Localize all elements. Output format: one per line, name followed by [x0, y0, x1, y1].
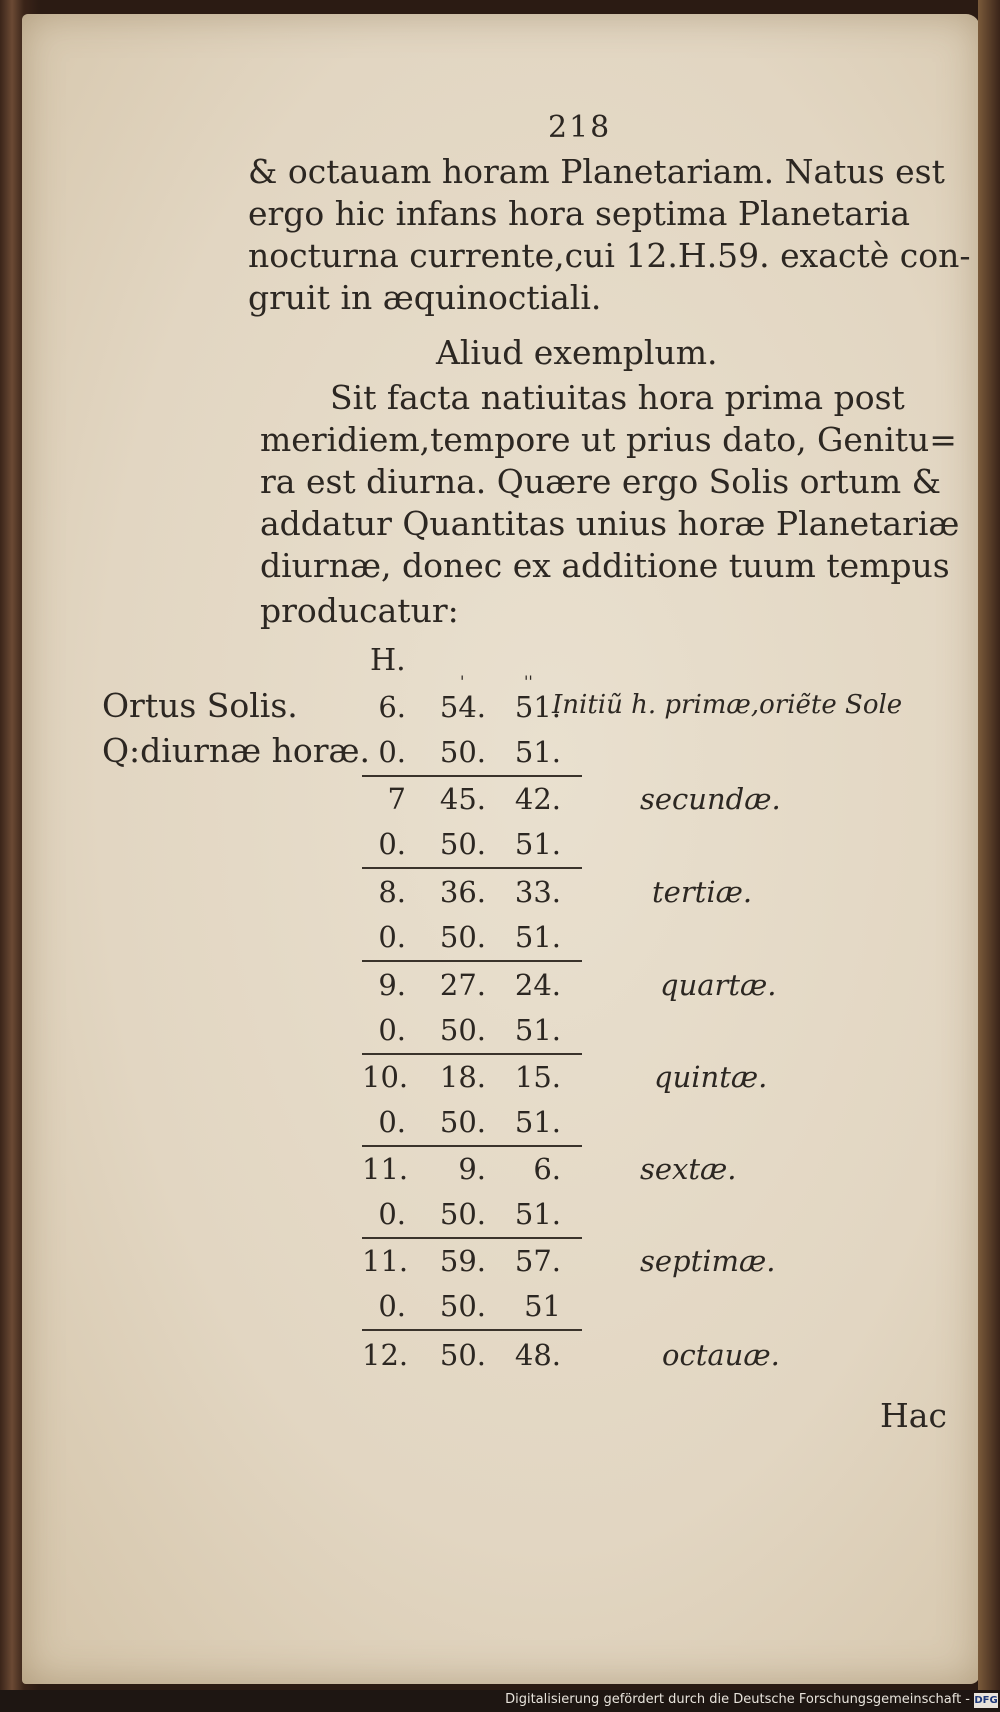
- minutes-value: 36.: [439, 875, 486, 909]
- text-line: Sit facta natiuitas hora prima post: [330, 378, 905, 417]
- sum-rule: [362, 1237, 582, 1239]
- minutes-value: 50.: [439, 827, 486, 861]
- minute-mark: ': [460, 672, 465, 691]
- sum-rule: [362, 1145, 582, 1147]
- sum-rule: [362, 867, 582, 869]
- hour-note: Initiũ h. primæ,oriẽte Sole: [552, 690, 903, 720]
- hour-note: octauæ.: [662, 1338, 780, 1372]
- seconds-value: 15.: [514, 1060, 561, 1094]
- seconds-value: 6.: [533, 1152, 561, 1186]
- minutes-value: 50.: [439, 1338, 486, 1372]
- hours-value: 0.: [378, 920, 406, 954]
- text-line: ergo hic infans hora septima Planetaria: [248, 194, 911, 233]
- hour-column-header: H.: [370, 643, 406, 678]
- hours-value: 0.: [378, 735, 406, 769]
- dfg-logo: DFG: [974, 1695, 998, 1706]
- seconds-value: 51.: [514, 827, 561, 861]
- minutes-value: 9.: [458, 1152, 486, 1186]
- hours-value: 0.: [378, 1105, 406, 1139]
- hours-value: 0.: [378, 1289, 406, 1323]
- second-mark: '': [524, 672, 533, 691]
- hour-note: quartæ.: [660, 968, 777, 1002]
- minutes-value: 27.: [439, 968, 486, 1002]
- minutes-value: 50.: [439, 1197, 486, 1231]
- hours-value: 9.: [378, 968, 406, 1002]
- seconds-value: 51: [524, 1289, 561, 1323]
- hours-value: 11.: [362, 1244, 409, 1278]
- text-line: ra est diurna. Quære ergo Solis ortum &: [260, 462, 941, 501]
- hours-value: 0.: [378, 1013, 406, 1047]
- minutes-value: 50.: [439, 1105, 486, 1139]
- seconds-value: 51.: [514, 735, 561, 769]
- seconds-value: 33.: [514, 875, 561, 909]
- hours-value: 12.: [362, 1338, 409, 1372]
- hours-value: 8.: [378, 875, 406, 909]
- text-line: nocturna currente,cui 12.H.59. exactè con-: [248, 236, 971, 275]
- seconds-value: 48.: [514, 1338, 561, 1372]
- seconds-value: 51.: [514, 1197, 561, 1231]
- sum-rule: [362, 1053, 582, 1055]
- sum-rule: [362, 960, 582, 962]
- minutes-value: 50.: [439, 735, 486, 769]
- sum-rule: [362, 1329, 582, 1331]
- hours-value: 0.: [378, 827, 406, 861]
- hours-value: 7: [387, 782, 406, 816]
- footer-bar: [0, 1690, 1000, 1712]
- text-line: diurnæ, donec ex additione tuum tempus: [260, 546, 950, 585]
- seconds-value: 24.: [514, 968, 561, 1002]
- section-heading: Aliud exemplum.: [436, 333, 718, 372]
- seconds-value: 57.: [514, 1244, 561, 1278]
- text-line: producatur:: [260, 591, 459, 630]
- hour-note: septimæ.: [640, 1244, 776, 1278]
- hour-note: quintæ.: [654, 1060, 768, 1094]
- hours-value: 0.: [378, 1197, 406, 1231]
- text-line: addatur Quantitas unius horæ Planetariæ: [260, 504, 960, 543]
- minutes-value: 59.: [439, 1244, 486, 1278]
- seconds-value: 51.: [514, 1105, 561, 1139]
- sum-rule: [362, 775, 582, 777]
- hour-note: secundæ.: [640, 782, 781, 816]
- hours-value: 11.: [362, 1152, 409, 1186]
- page-edge: [978, 0, 1000, 1712]
- minutes-value: 54.: [439, 690, 486, 724]
- seconds-value: 51.: [514, 1013, 561, 1047]
- minutes-value: 18.: [439, 1060, 486, 1094]
- row-label: Ortus Solis.: [102, 686, 298, 725]
- hour-note: tertiæ.: [652, 875, 753, 909]
- seconds-value: 42.: [514, 782, 561, 816]
- footer-text: Digitalisierung gefördert durch die Deutsche Forschungsgemeinschaft -: [505, 1692, 970, 1707]
- text-line: gruit in æquinoctiali.: [248, 278, 602, 317]
- seconds-value: 51.: [514, 920, 561, 954]
- minutes-value: 50.: [439, 1013, 486, 1047]
- hours-value: 10.: [362, 1060, 409, 1094]
- minutes-value: 45.: [439, 782, 486, 816]
- row-label: Q:diurnæ horæ.: [102, 731, 371, 770]
- minutes-value: 50.: [439, 920, 486, 954]
- text-line: meridiem,tempore ut prius dato, Genitu=: [260, 420, 957, 459]
- hour-note: sextæ.: [640, 1152, 737, 1186]
- catchword: Hac: [880, 1396, 947, 1435]
- minutes-value: 50.: [439, 1289, 486, 1323]
- page-number: 218: [548, 110, 612, 145]
- hours-value: 6.: [378, 690, 406, 724]
- text-line: & octauam horam Planetariam. Natus est: [248, 152, 945, 191]
- seconds-value: 51.: [514, 690, 561, 724]
